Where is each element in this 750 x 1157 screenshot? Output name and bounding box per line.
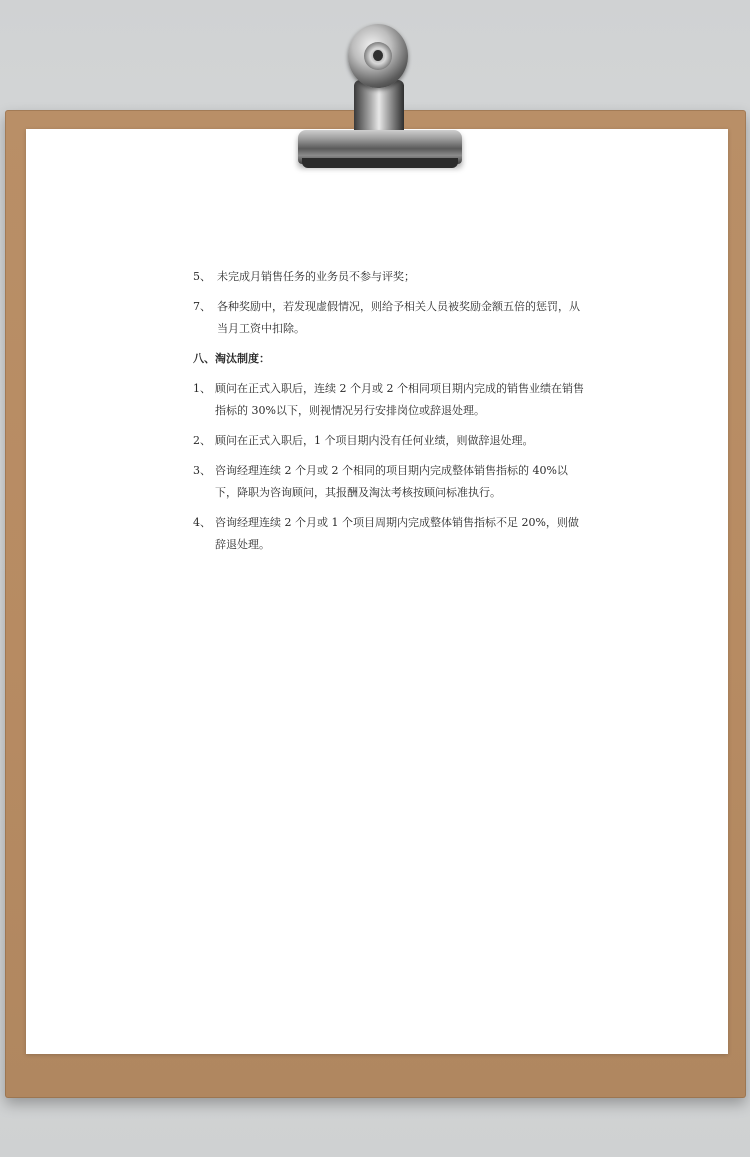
section-title: 八、淘汰制度： [193,352,270,365]
clip-ring [348,24,408,88]
item-number: 4、 [193,516,211,529]
clip-hole [373,50,383,61]
item-text: 未完成月销售任务的业务员不参与评奖； [217,270,415,283]
item-text: 各种奖励中，若发现虚假情况，则给予相关人员被奖励金额五倍的惩罚，从当月工资中扣除。 [217,300,580,335]
item-text: 咨询经理连续 2 个月或 1 个项目周期内完成整体销售指标不足 20%，则做辞退处理。 [215,516,579,551]
clip-base [302,158,458,168]
document-content [193,266,588,564]
list-item [193,378,588,422]
item-number: 1、 [193,382,211,395]
binder-clip [280,24,470,174]
item-text: 顾问在正式入职后，1 个项目期内没有任何业绩，则做辞退处理。 [215,434,534,447]
item-number: 5、 [193,270,211,283]
list-item [193,296,588,340]
list-item [193,430,588,452]
list-item [193,512,588,556]
item-text: 咨询经理连续 2 个月或 2 个相同的项目期内完成整体销售指标的 40%以下，降职为咨询顾问，其报酬及淘汰考核按顾问标准执行。 [215,464,568,499]
item-number: 2、 [193,434,211,447]
item-number: 3、 [193,464,211,477]
item-text: 顾问在正式入职后，连续 2 个月或 2 个相同项目期内完成的销售业绩在销售指标的 30%以下，则视情况另行安排岗位或辞退处理。 [215,382,584,417]
list-item [193,460,588,504]
list-item [193,266,588,288]
item-number: 7、 [193,300,211,313]
clip-ring-inner [364,42,392,70]
